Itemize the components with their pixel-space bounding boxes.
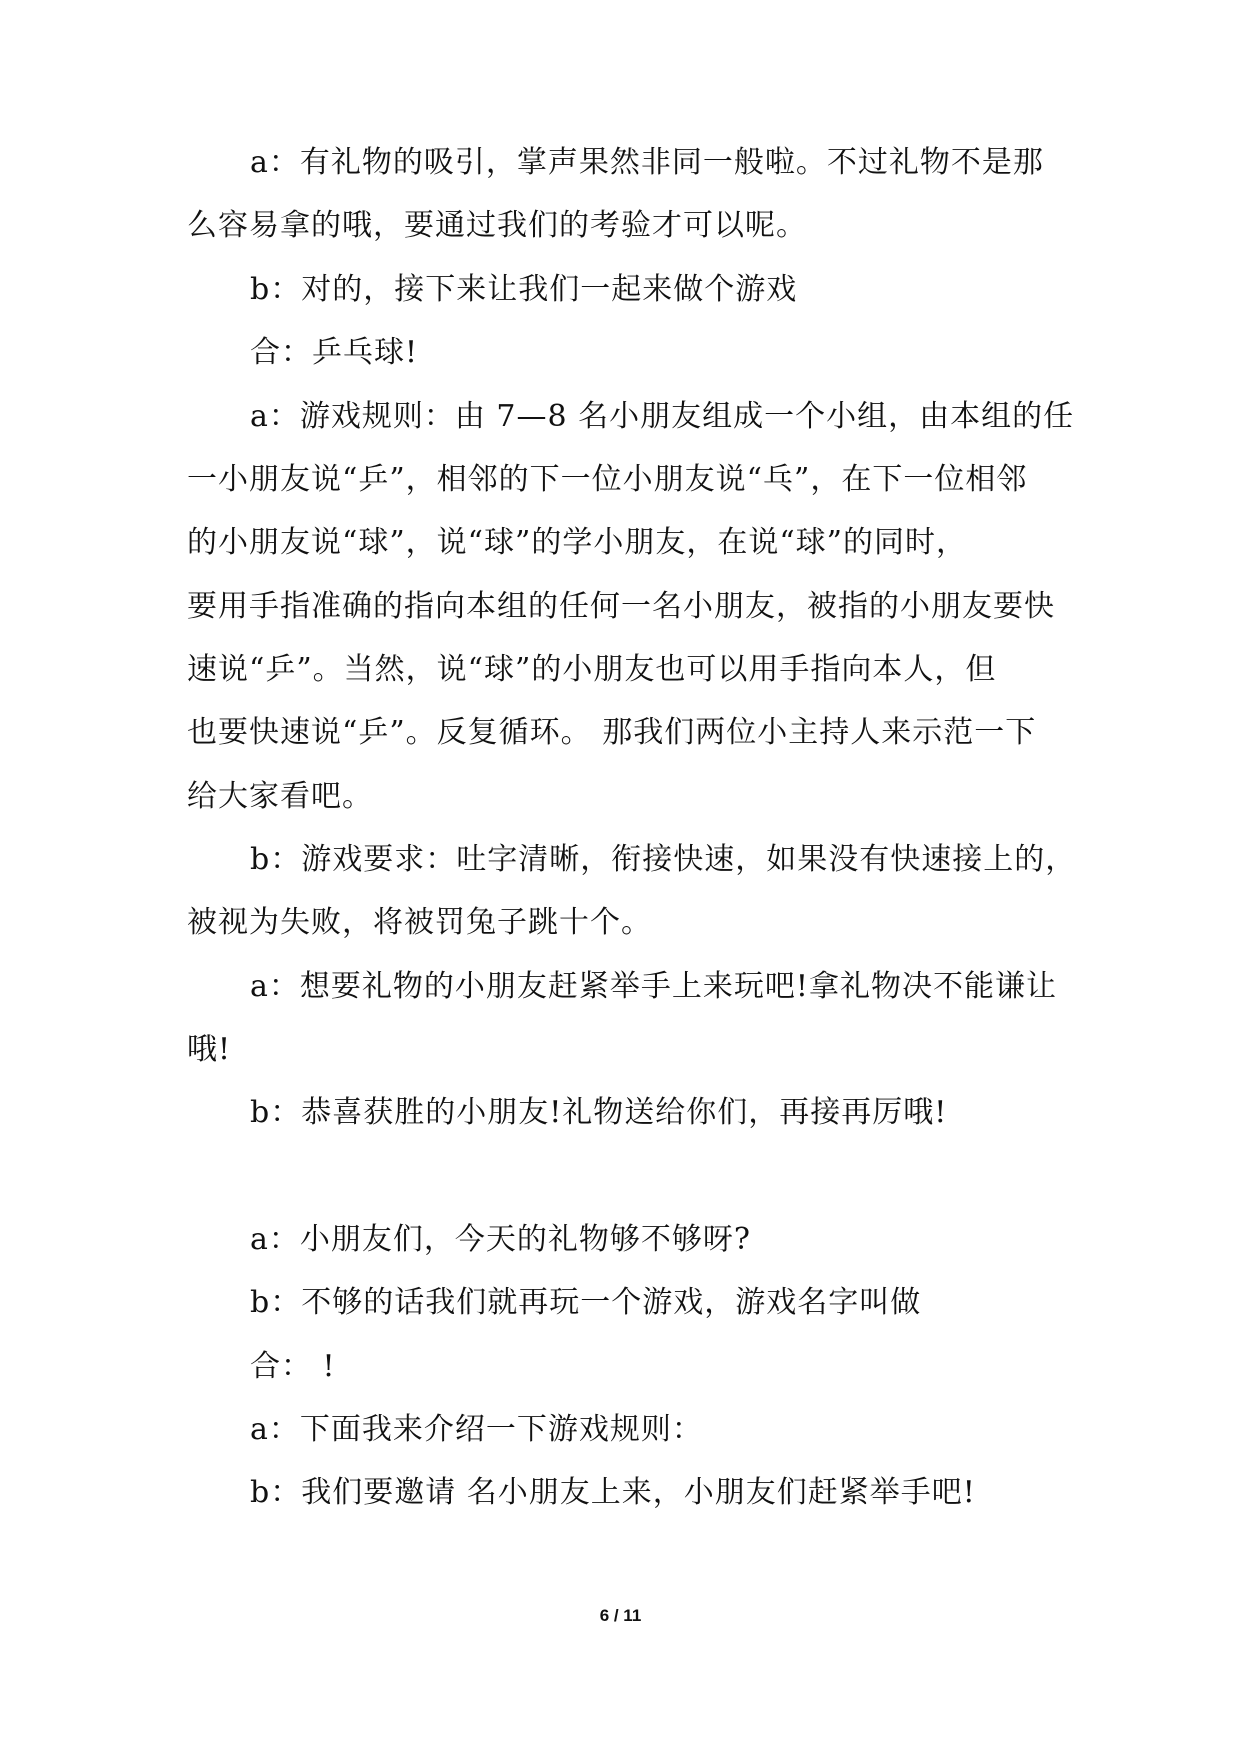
paragraph-line: a：有礼物的吸引，掌声果然非同一般啦。不过礼物不是那 [250,145,1044,180]
paragraph-line: b：不够的话我们就再玩一个游戏，游戏名字叫做 [250,1285,922,1320]
paragraph-line: 被视为失败，将被罚兔子跳十个。 [187,905,652,940]
paragraph-line: 的小朋友说“球”，说“球”的学小朋友，在说“球”的同时， [187,525,968,560]
paragraph-line: 给大家看吧。 [187,779,373,814]
paragraph-line: b：游戏要求：吐字清晰，衔接快速，如果没有快速接上的， [250,842,1077,877]
paragraph-line: a：小朋友们，今天的礼物够不够呀? [250,1222,751,1257]
paragraph-line: 哦! [187,1032,232,1067]
paragraph-line: a：下面我来介绍一下游戏规则： [250,1412,703,1447]
paragraph-line: 一小朋友说“乒”，相邻的下一位小朋友说“乓”，在下一位相邻 [187,462,1028,497]
page-number: 6 / 11 [599,1606,642,1625]
paragraph-line: 么容易拿的哦，要通过我们的考验才可以呢。 [187,208,807,243]
paragraph-line: a：游戏规则：由 7—8 名小朋友组成一个小组，由本组的任 [250,399,1075,434]
paragraph-line: a：想要礼物的小朋友赶紧举手上来玩吧!拿礼物决不能谦让 [250,969,1057,1004]
paragraph-line: 也要快速说“乒”。反复循环。 那我们两位小主持人来示范一下 [187,715,1037,750]
paragraph-line: 要用手指准确的指向本组的任何一名小朋友，被指的小朋友要快 [187,589,1055,624]
paragraph-line: 合：乒乓球! [250,335,419,370]
paragraph-line: b：对的，接下来让我们一起来做个游戏 [250,272,798,307]
paragraph-line: b：我们要邀请 名小朋友上来，小朋友们赶紧举手吧! [250,1475,976,1510]
paragraph-line: 合： ! [250,1349,336,1384]
paragraph-line: 速说“乒”。当然，说“球”的小朋友也可以用手指向本人，但 [187,652,997,687]
paragraph-line: b：恭喜获胜的小朋友!礼物送给你们，再接再厉哦! [250,1095,948,1130]
